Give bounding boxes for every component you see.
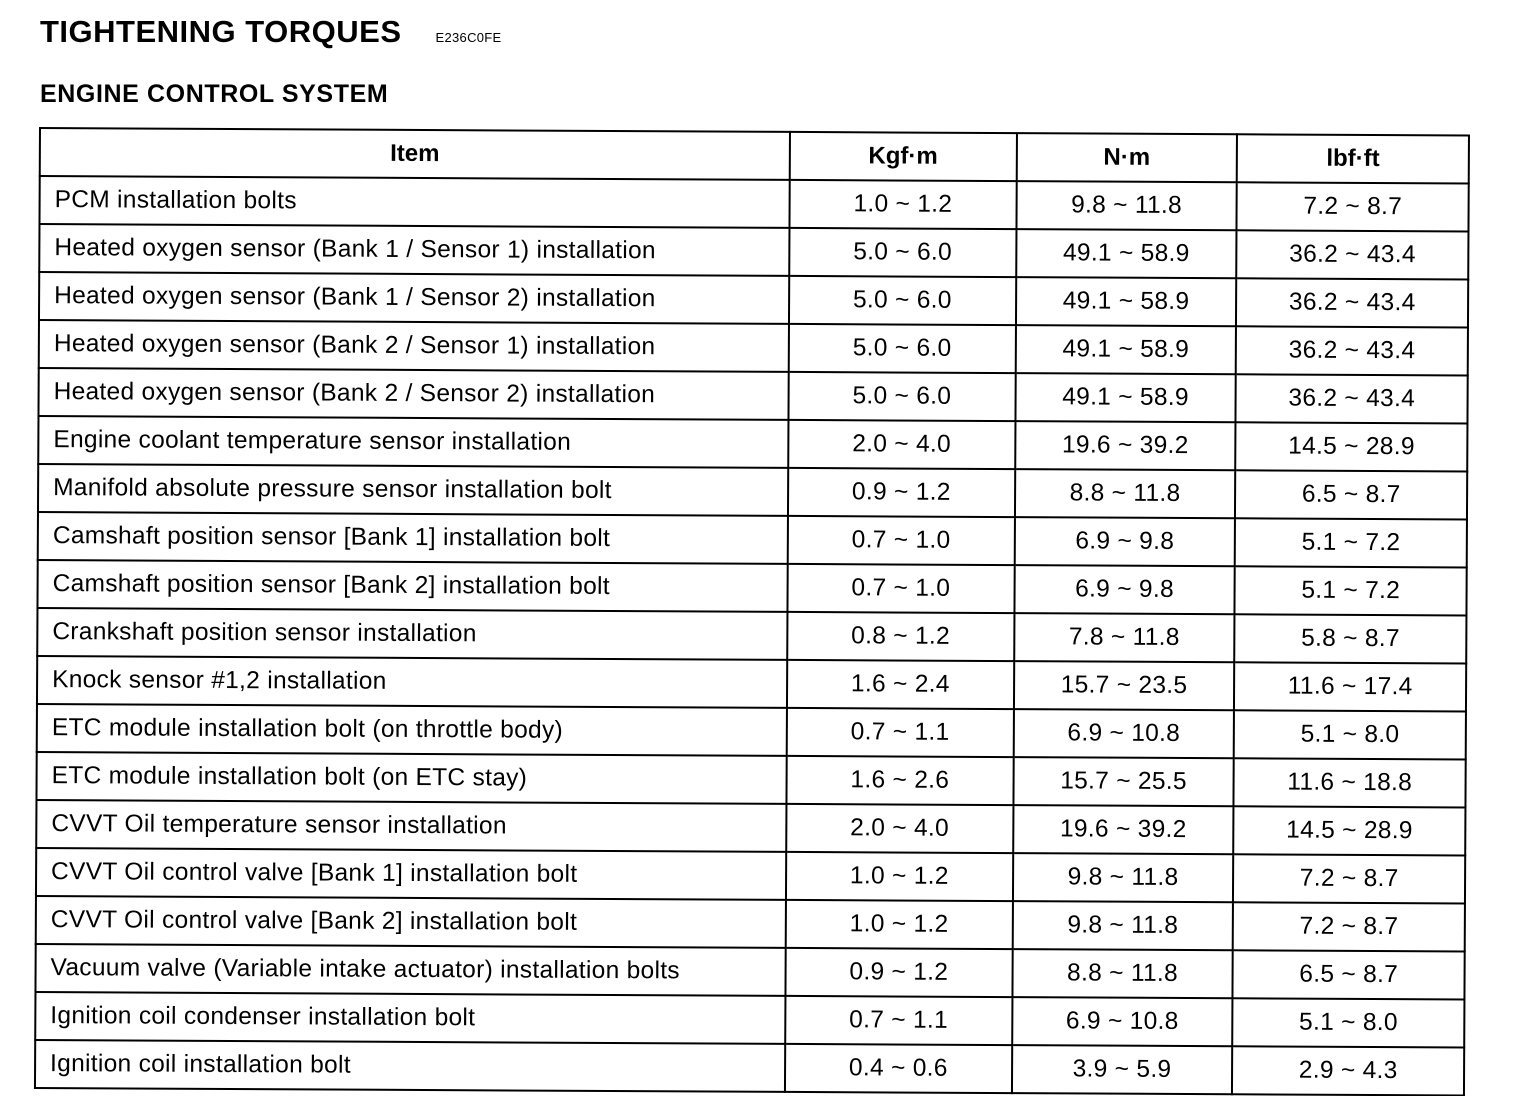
table-row — [35, 1040, 1464, 1095]
nm-cell: 49.1 ~ 58.9 — [1015, 325, 1236, 374]
kgfm-cell: 1.0 ~ 1.2 — [786, 852, 1013, 901]
nm-cell: 6.9 ~ 9.8 — [1014, 517, 1235, 566]
item-cell: Heated oxygen sensor (Bank 2 / Sensor 2) installation — [38, 368, 788, 420]
nm-cell: 6.9 ~ 10.8 — [1012, 997, 1233, 1046]
torque-table — [34, 127, 1470, 1096]
lbfft-cell: 36.2 ~ 43.4 — [1237, 230, 1469, 279]
item-cell: Ignition coil installation bolt — [35, 1040, 785, 1092]
item-cell: PCM installation bolts — [39, 176, 789, 228]
table-header — [40, 128, 1469, 183]
table-row — [39, 224, 1468, 279]
nm-cell: 49.1 ~ 58.9 — [1015, 373, 1236, 422]
table-row — [35, 992, 1464, 1047]
section-title: ENGINE CONTROL SYSTEM — [40, 80, 389, 108]
item-cell: Heated oxygen sensor (Bank 2 / Sensor 1) installation — [39, 320, 789, 372]
table-body — [35, 176, 1469, 1095]
kgfm-cell: 1.0 ~ 1.2 — [789, 180, 1016, 229]
nm-cell: 6.9 ~ 9.8 — [1014, 565, 1235, 614]
kgfm-cell: 1.6 ~ 2.6 — [786, 756, 1013, 805]
table-row — [36, 848, 1465, 903]
kgfm-cell: 0.8 ~ 1.2 — [787, 612, 1014, 661]
item-cell: ETC module installation bolt (on throttle body) — [37, 704, 787, 756]
document-code: E236C0FE — [435, 30, 502, 45]
item-cell: Knock sensor #1,2 installation — [37, 656, 787, 708]
nm-cell: 9.8 ~ 11.8 — [1016, 181, 1237, 230]
lbfft-cell: 5.8 ~ 8.7 — [1235, 614, 1467, 663]
table-row — [37, 608, 1466, 663]
item-cell: Heated oxygen sensor (Bank 1 / Sensor 1) installation — [39, 224, 789, 276]
item-cell: CVVT Oil control valve [Bank 1] installation bolt — [36, 848, 786, 900]
item-cell: Engine coolant temperature sensor installation — [38, 416, 788, 468]
nm-cell: 7.8 ~ 11.8 — [1014, 613, 1235, 662]
kgfm-cell: 0.9 ~ 1.2 — [788, 468, 1015, 517]
nm-cell: 19.6 ~ 39.2 — [1013, 805, 1234, 854]
kgfm-cell: 2.0 ~ 4.0 — [788, 420, 1015, 469]
nm-cell: 8.8 ~ 11.8 — [1015, 469, 1236, 518]
nm-cell: 6.9 ~ 10.8 — [1013, 709, 1234, 758]
item-cell: CVVT Oil temperature sensor installation — [36, 800, 786, 852]
column-header-nm: N·m — [1016, 133, 1237, 182]
lbfft-cell: 36.2 ~ 43.4 — [1236, 374, 1468, 423]
lbfft-cell: 6.5 ~ 8.7 — [1233, 950, 1465, 999]
lbfft-cell: 6.5 ~ 8.7 — [1235, 470, 1467, 519]
item-cell: Heated oxygen sensor (Bank 1 / Sensor 2) installation — [39, 272, 789, 324]
kgfm-cell: 2.0 ~ 4.0 — [786, 804, 1013, 853]
table-row — [38, 368, 1467, 423]
header-row — [40, 128, 1469, 183]
column-header-kgfm: Kgf·m — [790, 132, 1017, 181]
item-cell: Camshaft position sensor [Bank 1] installation bolt — [38, 512, 788, 564]
kgfm-cell: 5.0 ~ 6.0 — [789, 276, 1016, 325]
kgfm-cell: 5.0 ~ 6.0 — [789, 228, 1016, 277]
table-row — [37, 704, 1466, 759]
nm-cell: 49.1 ~ 58.9 — [1016, 277, 1237, 326]
column-header-item: Item — [40, 128, 790, 180]
item-cell: Manifold absolute pressure sensor installation bolt — [38, 464, 788, 516]
lbfft-cell: 36.2 ~ 43.4 — [1236, 326, 1468, 375]
lbfft-cell: 11.6 ~ 17.4 — [1234, 662, 1466, 711]
table-row — [38, 416, 1467, 471]
nm-cell: 49.1 ~ 58.9 — [1016, 229, 1237, 278]
kgfm-cell: 0.7 ~ 1.0 — [788, 516, 1015, 565]
item-cell: Crankshaft position sensor installation — [37, 608, 787, 660]
kgfm-cell: 0.7 ~ 1.1 — [785, 996, 1012, 1045]
item-cell: Camshaft position sensor [Bank 2] installation bolt — [37, 560, 787, 612]
table-row — [39, 272, 1468, 327]
column-header-lbfft: lbf·ft — [1237, 134, 1469, 183]
lbfft-cell: 11.6 ~ 18.8 — [1234, 758, 1466, 807]
lbfft-cell: 2.9 ~ 4.3 — [1232, 1046, 1464, 1095]
kgfm-cell: 0.9 ~ 1.2 — [785, 948, 1012, 997]
nm-cell: 19.6 ~ 39.2 — [1015, 421, 1236, 470]
item-cell: CVVT Oil control valve [Bank 2] installation bolt — [36, 896, 786, 948]
lbfft-cell: 5.1 ~ 7.2 — [1235, 518, 1467, 567]
nm-cell: 15.7 ~ 23.5 — [1014, 661, 1235, 710]
nm-cell: 9.8 ~ 11.8 — [1012, 901, 1233, 950]
lbfft-cell: 5.1 ~ 8.0 — [1233, 998, 1465, 1047]
kgfm-cell: 0.4 ~ 0.6 — [785, 1044, 1012, 1093]
nm-cell: 9.8 ~ 11.8 — [1013, 853, 1234, 902]
item-cell: Vacuum valve (Variable intake actuator) installation bolts — [35, 944, 785, 996]
table-row — [38, 464, 1467, 519]
kgfm-cell: 5.0 ~ 6.0 — [788, 372, 1015, 421]
nm-cell: 15.7 ~ 25.5 — [1013, 757, 1234, 806]
table-row — [37, 560, 1466, 615]
table-row — [39, 176, 1468, 231]
kgfm-cell: 0.7 ~ 1.0 — [787, 564, 1014, 613]
lbfft-cell: 5.1 ~ 7.2 — [1235, 566, 1467, 615]
table-row — [39, 320, 1468, 375]
page-header — [40, 14, 502, 50]
lbfft-cell: 7.2 ~ 8.7 — [1233, 854, 1465, 903]
table-row — [36, 896, 1465, 951]
kgfm-cell: 1.6 ~ 2.4 — [787, 660, 1014, 709]
table-row — [37, 656, 1466, 711]
table-row — [35, 944, 1464, 999]
table-row — [36, 800, 1465, 855]
lbfft-cell: 5.1 ~ 8.0 — [1234, 710, 1466, 759]
lbfft-cell: 36.2 ~ 43.4 — [1236, 278, 1468, 327]
item-cell: Ignition coil condenser installation bolt — [35, 992, 785, 1044]
item-cell: ETC module installation bolt (on ETC stay) — [36, 752, 786, 804]
lbfft-cell: 14.5 ~ 28.9 — [1236, 422, 1468, 471]
lbfft-cell: 14.5 ~ 28.9 — [1234, 806, 1466, 855]
nm-cell: 8.8 ~ 11.8 — [1012, 949, 1233, 998]
kgfm-cell: 5.0 ~ 6.0 — [789, 324, 1016, 373]
lbfft-cell: 7.2 ~ 8.7 — [1233, 902, 1465, 951]
table-row — [36, 752, 1465, 807]
table-row — [38, 512, 1467, 567]
lbfft-cell: 7.2 ~ 8.7 — [1237, 182, 1469, 231]
page-title: TIGHTENING TORQUES — [40, 14, 402, 49]
kgfm-cell: 0.7 ~ 1.1 — [787, 708, 1014, 757]
kgfm-cell: 1.0 ~ 1.2 — [786, 900, 1013, 949]
nm-cell: 3.9 ~ 5.9 — [1012, 1045, 1233, 1094]
